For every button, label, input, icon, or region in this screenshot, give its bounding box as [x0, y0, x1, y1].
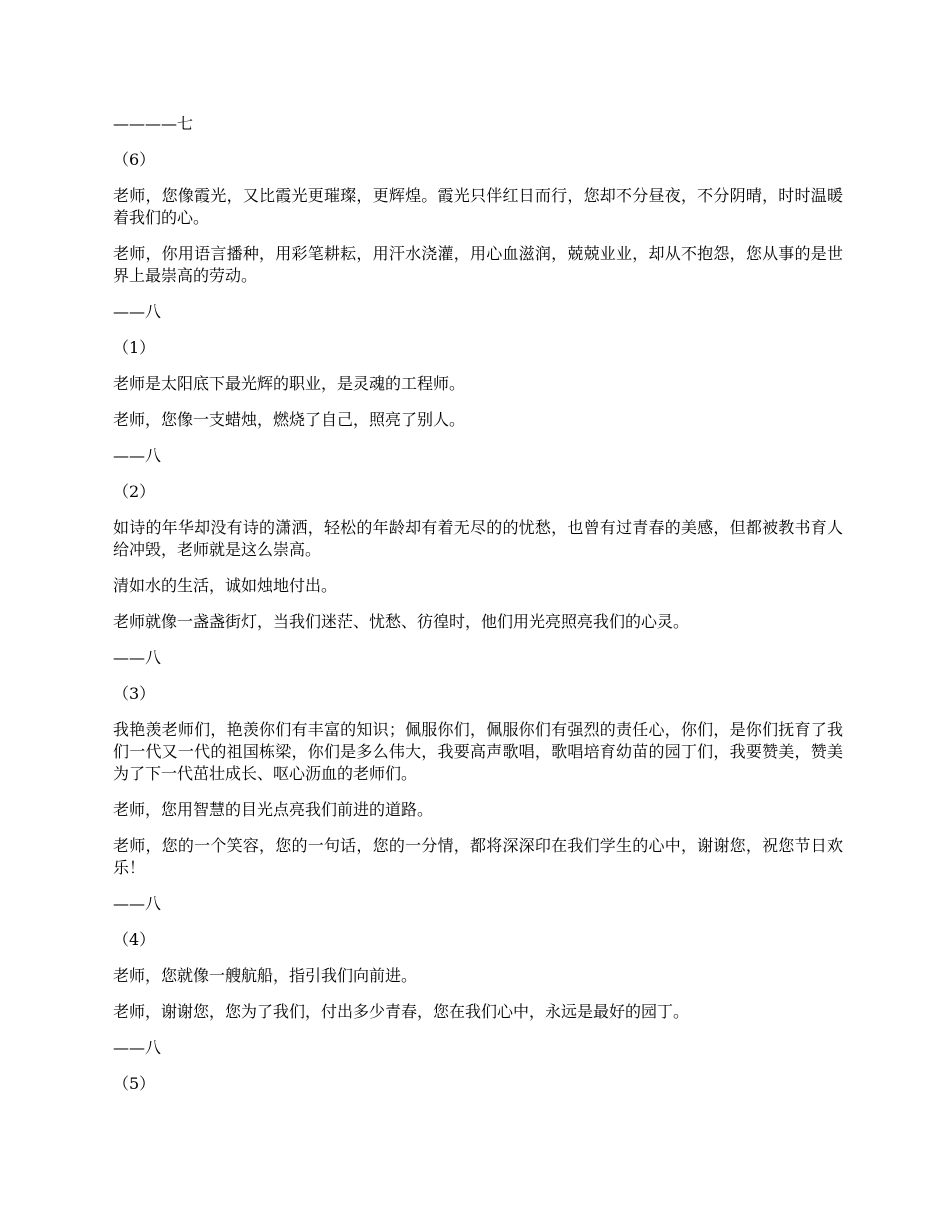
section-divider: ——八 [113, 894, 162, 913]
section-number: （2） [113, 482, 156, 501]
paragraph: 清如水的生活，诚如烛地付出。 [113, 576, 338, 595]
section-divider: ——八 [113, 302, 162, 321]
paragraph: 老师，谢谢您，您为了我们，付出多少青春，您在我们心中，永远是最好的园丁。 [113, 1002, 690, 1021]
section-divider: ——八 [113, 648, 162, 667]
paragraph: 老师，您像一支蜡烛，燃烧了自己，照亮了别人。 [113, 410, 466, 429]
paragraph: 如诗的年华却没有诗的潇洒，轻松的年龄却有着无尽的的忧愁，也曾有过青春的美感，但都被教书育人给冲毁，老师就是这么崇高。 [113, 518, 843, 559]
section-number: （1） [113, 338, 156, 357]
paragraph: 我艳羡老师们，艳羡你们有丰富的知识；佩服你们，佩服你们有强烈的责任心，你们，是你们抚育了我们一代又一代的祖国栋梁，你们是多么伟大，我要高声歌唱，歌唱培育幼苗的园丁们，我要赞美，赞美为了下一代茁壮成长、呕心沥血的老师们。 [113, 720, 843, 783]
section-number: （6） [113, 150, 156, 169]
paragraph: 老师就像一盏盏街灯，当我们迷茫、忧愁、彷徨时，他们用光亮照亮我们的心灵。 [113, 612, 690, 631]
section-divider: ————七 [113, 114, 194, 133]
paragraph: 老师，您像霞光，又比霞光更璀璨，更辉煌。霞光只伴红日而行，您却不分昼夜，不分阴晴，时时温暖着我们的心。 [113, 186, 843, 227]
paragraph: 老师，您的一个笑容，您的一句话，您的一分情，都将深深印在我们学生的心中，谢谢您，祝您节日欢乐！ [113, 836, 843, 877]
section-divider: ——八 [113, 1038, 162, 1057]
section-number: （3） [113, 684, 156, 703]
paragraph: 老师，您就像一艘航船，指引我们向前进。 [113, 966, 418, 985]
section-number: （4） [113, 930, 156, 949]
paragraph: 老师是太阳底下最光辉的职业，是灵魂的工程师。 [113, 374, 466, 393]
paragraph: 老师，您用智慧的目光点亮我们前进的道路。 [113, 800, 434, 819]
section-number: （5） [113, 1074, 156, 1093]
section-divider: ——八 [113, 446, 162, 465]
paragraph: 老师，你用语言播种，用彩笔耕耘，用汗水浇灌，用心血滋润，兢兢业业，却从不抱怨，您从事的是世界上最崇高的劳动。 [113, 244, 843, 285]
document-body [113, 113, 843, 1109]
